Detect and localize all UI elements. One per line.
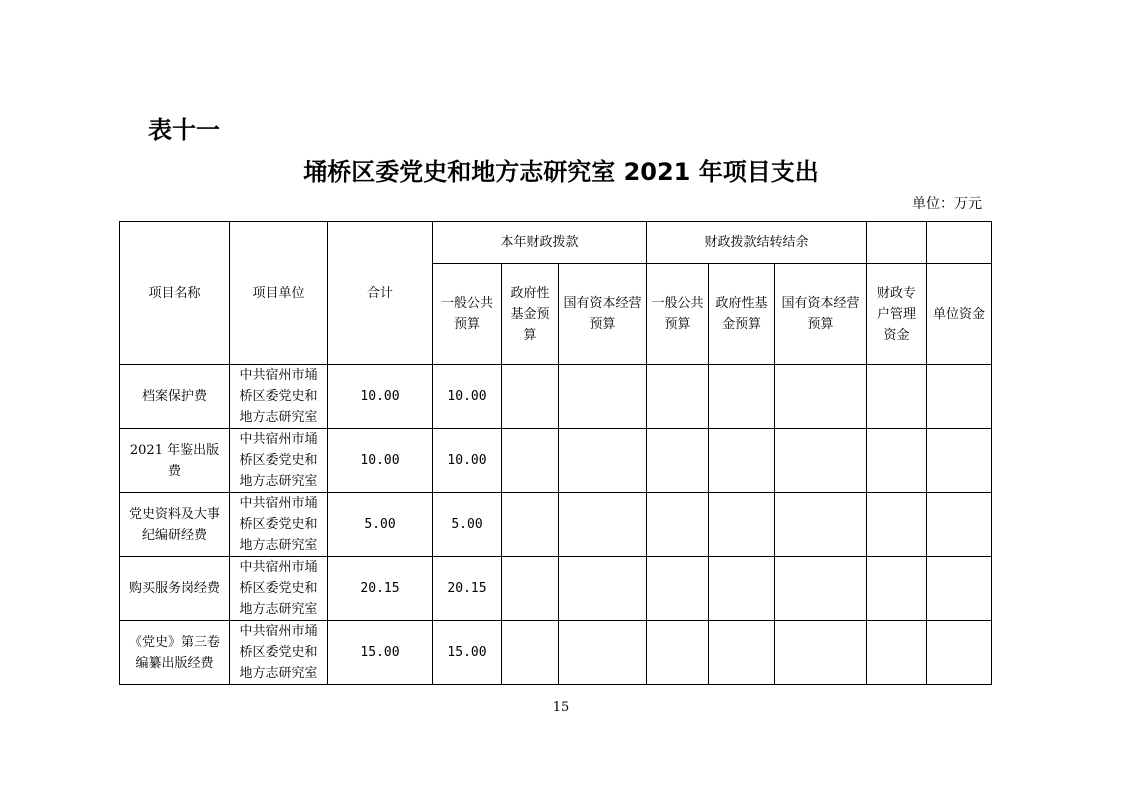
table-number-label: 表十一 [148, 116, 220, 144]
table-row [120, 621, 992, 685]
row-project-org: 中共宿州市埇桥区委党史和地方志研究室 [230, 365, 328, 429]
document-title: 埇桥区委党史和地方志研究室 2021 年项目支出 [303, 158, 819, 186]
empty-cell [647, 493, 709, 557]
empty-cell [927, 493, 992, 557]
empty-cell [647, 621, 709, 685]
row-general-budget: 15.00 [433, 621, 502, 685]
row-general-budget: 5.00 [433, 493, 502, 557]
empty-cell [559, 621, 647, 685]
header-g2-fund-budget: 政府性基金预算 [709, 264, 775, 365]
empty-cell [709, 557, 775, 621]
table-row [120, 493, 992, 557]
header-g2-general-budget: 一般公共预算 [647, 264, 709, 365]
empty-cell [775, 557, 867, 621]
row-project-org: 中共宿州市埇桥区委党史和地方志研究室 [230, 493, 328, 557]
table-row [120, 365, 992, 429]
empty-cell [775, 493, 867, 557]
empty-cell [559, 557, 647, 621]
row-project-name: 2021 年鉴出版费 [120, 429, 230, 493]
empty-cell [867, 365, 927, 429]
header-current-year-appropriation: 本年财政拨款 [433, 222, 647, 264]
row-general-budget: 20.15 [433, 557, 502, 621]
header-blank-1 [867, 222, 927, 264]
empty-cell [927, 365, 992, 429]
header-g2-state-capital-budget: 国有资本经营预算 [775, 264, 867, 365]
empty-cell [867, 493, 927, 557]
row-total: 20.15 [328, 557, 433, 621]
row-general-budget: 10.00 [433, 429, 502, 493]
row-general-budget: 10.00 [433, 365, 502, 429]
header-g1-general-budget: 一般公共预算 [433, 264, 502, 365]
header-row-1 [120, 222, 992, 264]
row-total: 10.00 [328, 429, 433, 493]
empty-cell [502, 493, 559, 557]
header-g1-fund-budget: 政府性基金预算 [502, 264, 559, 365]
table-row [120, 429, 992, 493]
table-row [120, 557, 992, 621]
header-blank-2 [927, 222, 992, 264]
row-project-org: 中共宿州市埇桥区委党史和地方志研究室 [230, 557, 328, 621]
empty-cell [502, 557, 559, 621]
row-project-org: 中共宿州市埇桥区委党史和地方志研究室 [230, 621, 328, 685]
header-project-name: 项目名称 [120, 222, 230, 365]
empty-cell [709, 621, 775, 685]
row-project-name: 党史资料及大事纪编研经费 [120, 493, 230, 557]
header-carryover-balance: 财政拨款结转结余 [647, 222, 867, 264]
header-g1-state-capital-budget: 国有资本经营预算 [559, 264, 647, 365]
empty-cell [775, 365, 867, 429]
header-special-account-funds: 财政专户管理资金 [867, 264, 927, 365]
empty-cell [867, 429, 927, 493]
row-project-name: 档案保护费 [120, 365, 230, 429]
row-total: 10.00 [328, 365, 433, 429]
empty-cell [502, 429, 559, 493]
empty-cell [927, 557, 992, 621]
empty-cell [867, 621, 927, 685]
project-expenditure-table [119, 221, 992, 685]
empty-cell [709, 429, 775, 493]
row-project-name: 购买服务岗经费 [120, 557, 230, 621]
unit-label: 单位：万元 [912, 196, 982, 212]
row-project-org: 中共宿州市埇桥区委党史和地方志研究室 [230, 429, 328, 493]
row-total: 15.00 [328, 621, 433, 685]
empty-cell [927, 429, 992, 493]
empty-cell [502, 621, 559, 685]
empty-cell [709, 493, 775, 557]
row-project-name: 《党史》第三卷编纂出版经费 [120, 621, 230, 685]
empty-cell [775, 621, 867, 685]
empty-cell [647, 557, 709, 621]
empty-cell [647, 365, 709, 429]
page-number: 15 [552, 700, 570, 715]
empty-cell [559, 365, 647, 429]
empty-cell [559, 429, 647, 493]
empty-cell [775, 429, 867, 493]
empty-cell [709, 365, 775, 429]
empty-cell [927, 621, 992, 685]
row-total: 5.00 [328, 493, 433, 557]
header-unit-funds: 单位资金 [927, 264, 992, 365]
empty-cell [867, 557, 927, 621]
empty-cell [647, 429, 709, 493]
header-total: 合计 [328, 222, 433, 365]
header-project-org: 项目单位 [230, 222, 328, 365]
empty-cell [559, 493, 647, 557]
empty-cell [502, 365, 559, 429]
